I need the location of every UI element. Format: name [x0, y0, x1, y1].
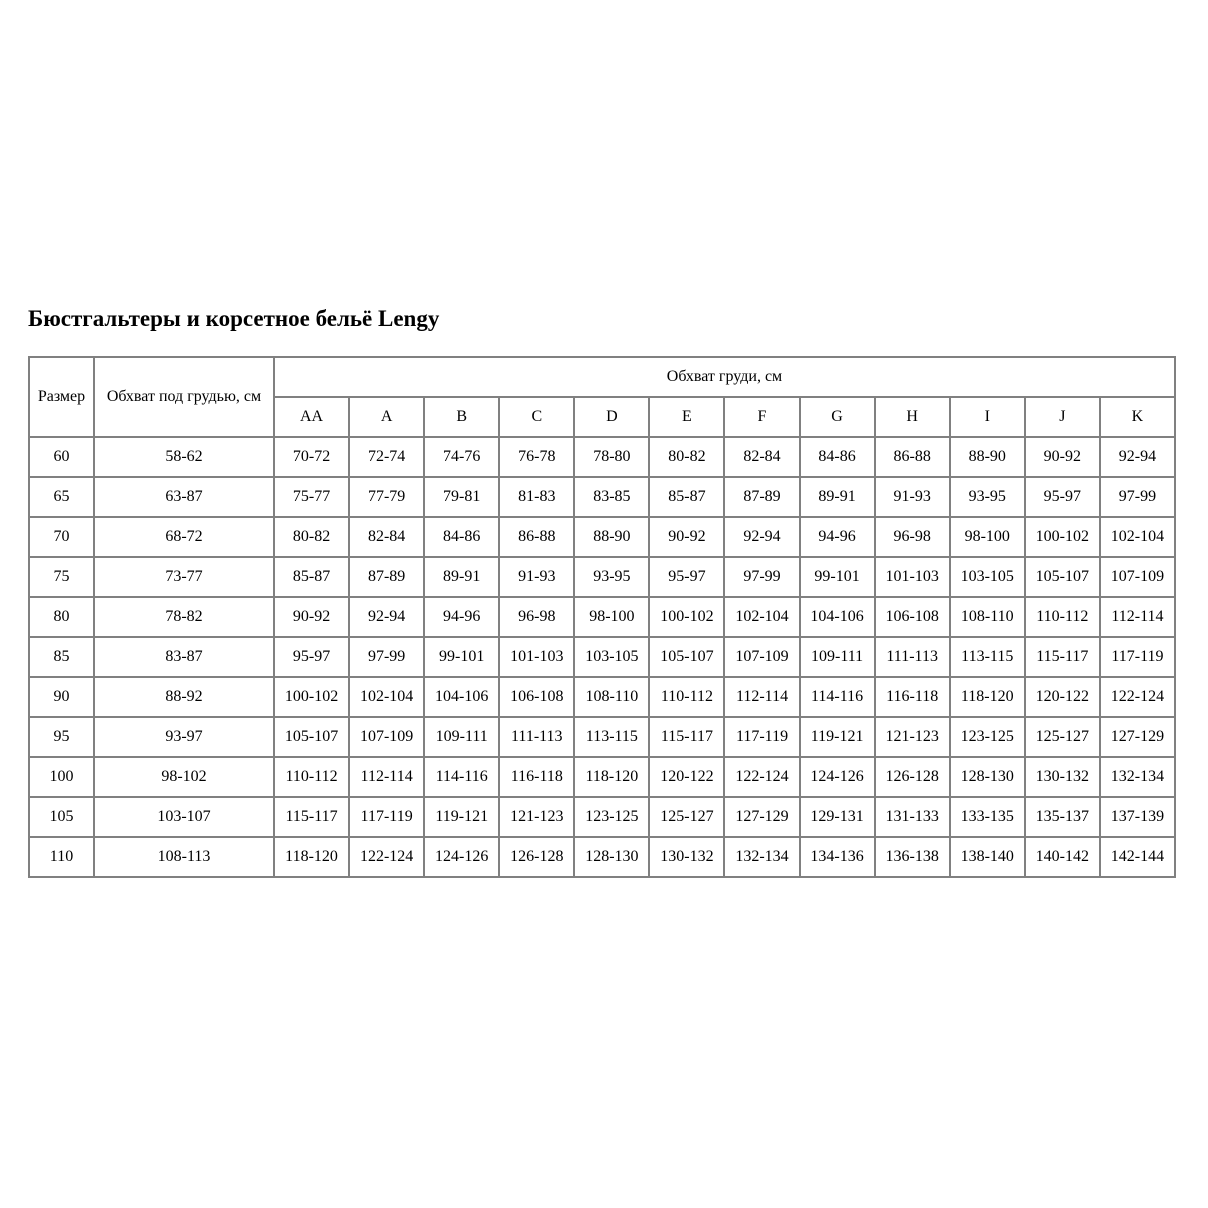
underbust-cell: 108-113	[94, 837, 274, 877]
size-cell: 80	[29, 597, 94, 637]
bust-range-cell: 107-109	[349, 717, 424, 757]
size-cell: 65	[29, 477, 94, 517]
bust-range-cell: 121-123	[499, 797, 574, 837]
cup-column-header: AA	[274, 397, 349, 437]
bust-range-cell: 99-101	[424, 637, 499, 677]
table-row	[29, 837, 1175, 877]
bust-range-cell: 113-115	[574, 717, 649, 757]
bust-range-cell: 117-119	[1100, 637, 1175, 677]
bust-range-cell: 96-98	[875, 517, 950, 557]
table-row	[29, 437, 1175, 477]
bust-range-cell: 83-85	[574, 477, 649, 517]
bust-range-cell: 95-97	[274, 637, 349, 677]
size-cell: 105	[29, 797, 94, 837]
bust-range-cell: 84-86	[800, 437, 875, 477]
underbust-cell: 63-87	[94, 477, 274, 517]
bust-range-cell: 136-138	[875, 837, 950, 877]
cup-column-header: B	[424, 397, 499, 437]
bust-range-cell: 126-128	[499, 837, 574, 877]
size-cell: 110	[29, 837, 94, 877]
bust-range-cell: 104-106	[424, 677, 499, 717]
underbust-cell: 58-62	[94, 437, 274, 477]
bust-range-cell: 76-78	[499, 437, 574, 477]
bust-range-cell: 114-116	[424, 757, 499, 797]
bust-range-cell: 101-103	[875, 557, 950, 597]
cup-column-header: G	[800, 397, 875, 437]
size-cell: 100	[29, 757, 94, 797]
bust-range-cell: 82-84	[724, 437, 799, 477]
bust-range-cell: 92-94	[724, 517, 799, 557]
bust-range-cell: 102-104	[1100, 517, 1175, 557]
bust-range-cell: 86-88	[499, 517, 574, 557]
bust-range-cell: 74-76	[424, 437, 499, 477]
bust-range-cell: 72-74	[349, 437, 424, 477]
page-title: Бюстгальтеры и корсетное бельё Lengy	[28, 306, 440, 331]
bust-range-cell: 122-124	[349, 837, 424, 877]
bust-range-cell: 127-129	[1100, 717, 1175, 757]
size-cell: 75	[29, 557, 94, 597]
bust-range-cell: 90-92	[274, 597, 349, 637]
bust-range-cell: 109-111	[800, 637, 875, 677]
bust-range-cell: 124-126	[424, 837, 499, 877]
bust-range-cell: 95-97	[1025, 477, 1100, 517]
bust-range-cell: 123-125	[574, 797, 649, 837]
underbust-cell: 93-97	[94, 717, 274, 757]
underbust-cell: 83-87	[94, 637, 274, 677]
cup-column-header: J	[1025, 397, 1100, 437]
bust-range-cell: 105-107	[1025, 557, 1100, 597]
bust-range-cell: 102-104	[724, 597, 799, 637]
bust-range-cell: 115-117	[274, 797, 349, 837]
bust-range-cell: 117-119	[349, 797, 424, 837]
underbust-cell: 68-72	[94, 517, 274, 557]
bust-range-cell: 70-72	[274, 437, 349, 477]
size-cell: 90	[29, 677, 94, 717]
size-cell: 70	[29, 517, 94, 557]
bust-range-cell: 99-101	[800, 557, 875, 597]
underbust-cell: 88-92	[94, 677, 274, 717]
bust-range-cell: 117-119	[724, 717, 799, 757]
table-row	[29, 677, 1175, 717]
bust-range-cell: 108-110	[574, 677, 649, 717]
bust-range-cell: 88-90	[950, 437, 1025, 477]
bust-range-cell: 103-105	[950, 557, 1025, 597]
bust-range-cell: 97-99	[724, 557, 799, 597]
bust-range-cell: 104-106	[800, 597, 875, 637]
cup-column-header: I	[950, 397, 1025, 437]
bust-range-cell: 114-116	[800, 677, 875, 717]
bust-range-cell: 87-89	[349, 557, 424, 597]
table-row	[29, 757, 1175, 797]
bust-range-cell: 87-89	[724, 477, 799, 517]
bust-range-cell: 140-142	[1025, 837, 1100, 877]
bust-range-cell: 120-122	[649, 757, 724, 797]
bust-range-cell: 92-94	[1100, 437, 1175, 477]
bust-range-cell: 126-128	[875, 757, 950, 797]
bust-range-cell: 80-82	[274, 517, 349, 557]
bust-range-cell: 124-126	[800, 757, 875, 797]
bust-range-cell: 135-137	[1025, 797, 1100, 837]
bust-range-cell: 118-120	[274, 837, 349, 877]
bust-range-cell: 125-127	[1025, 717, 1100, 757]
bust-range-cell: 98-100	[950, 517, 1025, 557]
table-row	[29, 517, 1175, 557]
bust-range-cell: 125-127	[649, 797, 724, 837]
bust-range-cell: 77-79	[349, 477, 424, 517]
bust-range-cell: 105-107	[649, 637, 724, 677]
bust-range-cell: 119-121	[800, 717, 875, 757]
bust-range-cell: 111-113	[875, 637, 950, 677]
bust-range-cell: 91-93	[499, 557, 574, 597]
bust-range-cell: 107-109	[1100, 557, 1175, 597]
bust-range-cell: 107-109	[724, 637, 799, 677]
bust-range-cell: 127-129	[724, 797, 799, 837]
bust-range-cell: 82-84	[349, 517, 424, 557]
bust-range-cell: 142-144	[1100, 837, 1175, 877]
bust-range-cell: 81-83	[499, 477, 574, 517]
bust-range-cell: 132-134	[1100, 757, 1175, 797]
bust-range-cell: 110-112	[1025, 597, 1100, 637]
bust-range-cell: 105-107	[274, 717, 349, 757]
bust-range-cell: 138-140	[950, 837, 1025, 877]
bust-range-cell: 100-102	[1025, 517, 1100, 557]
bust-range-cell: 129-131	[800, 797, 875, 837]
bust-range-cell: 116-118	[875, 677, 950, 717]
bust-range-cell: 130-132	[1025, 757, 1100, 797]
underbust-cell: 78-82	[94, 597, 274, 637]
table-row	[29, 477, 1175, 517]
bust-range-cell: 98-100	[574, 597, 649, 637]
bust-range-cell: 75-77	[274, 477, 349, 517]
cup-column-header: H	[875, 397, 950, 437]
bust-range-cell: 97-99	[349, 637, 424, 677]
table-row	[29, 717, 1175, 757]
bust-group-header: Обхват груди, см	[274, 357, 1175, 397]
header-row-group	[29, 357, 1175, 397]
bust-range-cell: 92-94	[349, 597, 424, 637]
bust-range-cell: 90-92	[649, 517, 724, 557]
bust-range-cell: 100-102	[649, 597, 724, 637]
bust-range-cell: 132-134	[724, 837, 799, 877]
bust-range-cell: 128-130	[950, 757, 1025, 797]
underbust-cell: 103-107	[94, 797, 274, 837]
bust-range-cell: 110-112	[649, 677, 724, 717]
bust-range-cell: 120-122	[1025, 677, 1100, 717]
cup-column-header: C	[499, 397, 574, 437]
bust-range-cell: 110-112	[274, 757, 349, 797]
bust-range-cell: 89-91	[800, 477, 875, 517]
bust-range-cell: 91-93	[875, 477, 950, 517]
bust-range-cell: 112-114	[1100, 597, 1175, 637]
content-area	[28, 306, 1176, 878]
bust-range-cell: 112-114	[724, 677, 799, 717]
bust-range-cell: 130-132	[649, 837, 724, 877]
size-table	[28, 356, 1176, 878]
bust-range-cell: 122-124	[724, 757, 799, 797]
bust-range-cell: 111-113	[499, 717, 574, 757]
cup-column-header: K	[1100, 397, 1175, 437]
bust-range-cell: 113-115	[950, 637, 1025, 677]
bust-range-cell: 96-98	[499, 597, 574, 637]
bust-range-cell: 88-90	[574, 517, 649, 557]
bust-range-cell: 131-133	[875, 797, 950, 837]
underbust-cell: 73-77	[94, 557, 274, 597]
bust-range-cell: 84-86	[424, 517, 499, 557]
bust-range-cell: 119-121	[424, 797, 499, 837]
bust-range-cell: 106-108	[875, 597, 950, 637]
bust-range-cell: 95-97	[649, 557, 724, 597]
bust-range-cell: 118-120	[574, 757, 649, 797]
size-table-body	[29, 437, 1175, 877]
bust-range-cell: 122-124	[1100, 677, 1175, 717]
bust-range-cell: 93-95	[574, 557, 649, 597]
table-row	[29, 797, 1175, 837]
bust-range-cell: 134-136	[800, 837, 875, 877]
bust-range-cell: 106-108	[499, 677, 574, 717]
bust-range-cell: 102-104	[349, 677, 424, 717]
cup-column-header: D	[574, 397, 649, 437]
bust-range-cell: 79-81	[424, 477, 499, 517]
bust-range-cell: 118-120	[950, 677, 1025, 717]
underbust-column-header: Обхват под грудью, см	[94, 357, 274, 437]
cup-column-header: E	[649, 397, 724, 437]
cup-column-header: F	[724, 397, 799, 437]
bust-range-cell: 85-87	[274, 557, 349, 597]
bust-range-cell: 121-123	[875, 717, 950, 757]
bust-range-cell: 133-135	[950, 797, 1025, 837]
underbust-cell: 98-102	[94, 757, 274, 797]
size-column-header: Размер	[29, 357, 94, 437]
bust-range-cell: 112-114	[349, 757, 424, 797]
bust-range-cell: 116-118	[499, 757, 574, 797]
table-row	[29, 637, 1175, 677]
size-cell: 60	[29, 437, 94, 477]
bust-range-cell: 101-103	[499, 637, 574, 677]
table-row	[29, 557, 1175, 597]
bust-range-cell: 80-82	[649, 437, 724, 477]
size-table-head	[29, 357, 1175, 437]
bust-range-cell: 97-99	[1100, 477, 1175, 517]
bust-range-cell: 78-80	[574, 437, 649, 477]
bust-range-cell: 94-96	[800, 517, 875, 557]
table-row	[29, 597, 1175, 637]
bust-range-cell: 108-110	[950, 597, 1025, 637]
size-cell: 95	[29, 717, 94, 757]
bust-range-cell: 94-96	[424, 597, 499, 637]
bust-range-cell: 115-117	[649, 717, 724, 757]
bust-range-cell: 86-88	[875, 437, 950, 477]
bust-range-cell: 128-130	[574, 837, 649, 877]
bust-range-cell: 93-95	[950, 477, 1025, 517]
bust-range-cell: 103-105	[574, 637, 649, 677]
bust-range-cell: 115-117	[1025, 637, 1100, 677]
bust-range-cell: 85-87	[649, 477, 724, 517]
bust-range-cell: 90-92	[1025, 437, 1100, 477]
size-cell: 85	[29, 637, 94, 677]
bust-range-cell: 123-125	[950, 717, 1025, 757]
bust-range-cell: 137-139	[1100, 797, 1175, 837]
bust-range-cell: 100-102	[274, 677, 349, 717]
bust-range-cell: 89-91	[424, 557, 499, 597]
cup-column-header: A	[349, 397, 424, 437]
bust-range-cell: 109-111	[424, 717, 499, 757]
